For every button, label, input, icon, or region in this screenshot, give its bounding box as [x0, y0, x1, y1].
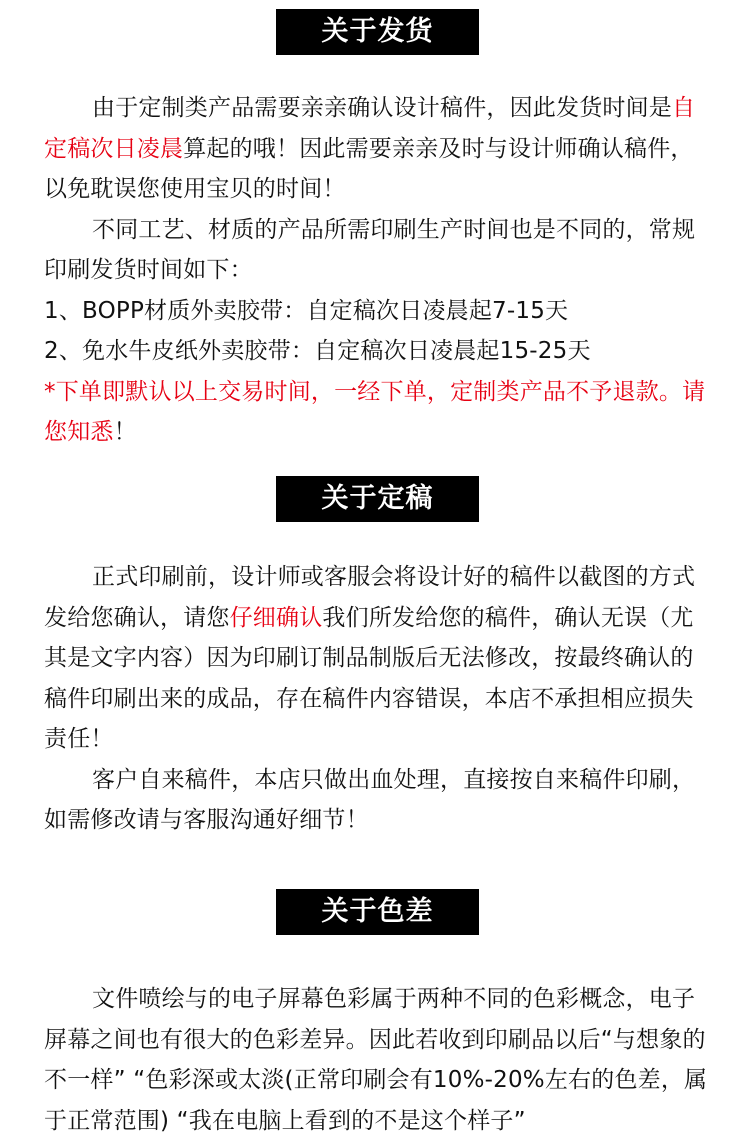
shipping-list-item-2: 2、免水牛皮纸外卖胶带：自定稿次日凌晨起15-25天: [44, 338, 591, 364]
color-diff-paragraph-1: 文件喷绘与的电子屏幕色彩属于两种不同的色彩概念，电子屏幕之间也有很大的色彩差异。因此若收到印刷品以后“与想象的不一样” “色彩深或太淡(正常印刷会有10%-20%左右的色差，属于正常范围) “我在电脑上看到的不是这个样子”: [44, 986, 708, 1134]
shipping-paragraph-1: [44, 88, 708, 210]
shipping-notice-red: *下单即默认以上交易时间，一经下单，定制类产品不予退款。请您知悉: [44, 378, 706, 445]
shipping-body: [44, 88, 708, 453]
shipping-list-item-1: 1、BOPP材质外卖胶带：自定稿次日凌晨起7-15天: [44, 297, 569, 324]
shipping-paragraph-2: 不同工艺、材质的产品所需印刷生产时间也是不同的，常规印刷发货时间如下：: [44, 216, 696, 283]
shipping-notice-tail: ！: [113, 419, 137, 445]
shipping-p1-text-a: 由于定制类产品需要亲亲确认设计稿件，因此发货时间是: [92, 95, 672, 121]
shipping-title: 关于发货: [276, 9, 479, 55]
draft-paragraph-1: [44, 557, 708, 760]
color-diff-title: 关于色差: [276, 889, 479, 935]
draft-title: 关于定稿: [276, 476, 479, 522]
color-diff-body: [44, 979, 708, 1141]
draft-p1-text-a: 正式印刷前，设计师或客服会将设计好的稿件以截图的方式发给您确认，请您: [44, 564, 696, 631]
draft-p1-highlight: 仔细确认: [229, 604, 323, 631]
shipping-p1-text-b: 算起的哦！因此需要亲亲及时与设计师确认稿件，以免耽误您使用宝贝的时间！: [44, 135, 694, 202]
draft-body: [44, 557, 708, 841]
shipping-notice: [44, 372, 708, 453]
shipping-p1-highlight: 自定稿次日凌晨: [44, 95, 696, 162]
draft-p1-text-b: 我们所发给您的稿件，确认无误（尤其是文字内容）因为印刷订制品制版后无法修改，按最终确认的稿件印刷出来的成品，存在稿件内容错误，本店不承担相应损失责任！: [44, 604, 694, 752]
draft-paragraph-2: 客户自来稿件，本店只做出血处理，直接按自来稿件印刷，如需修改请与客服沟通好细节！: [44, 766, 696, 833]
